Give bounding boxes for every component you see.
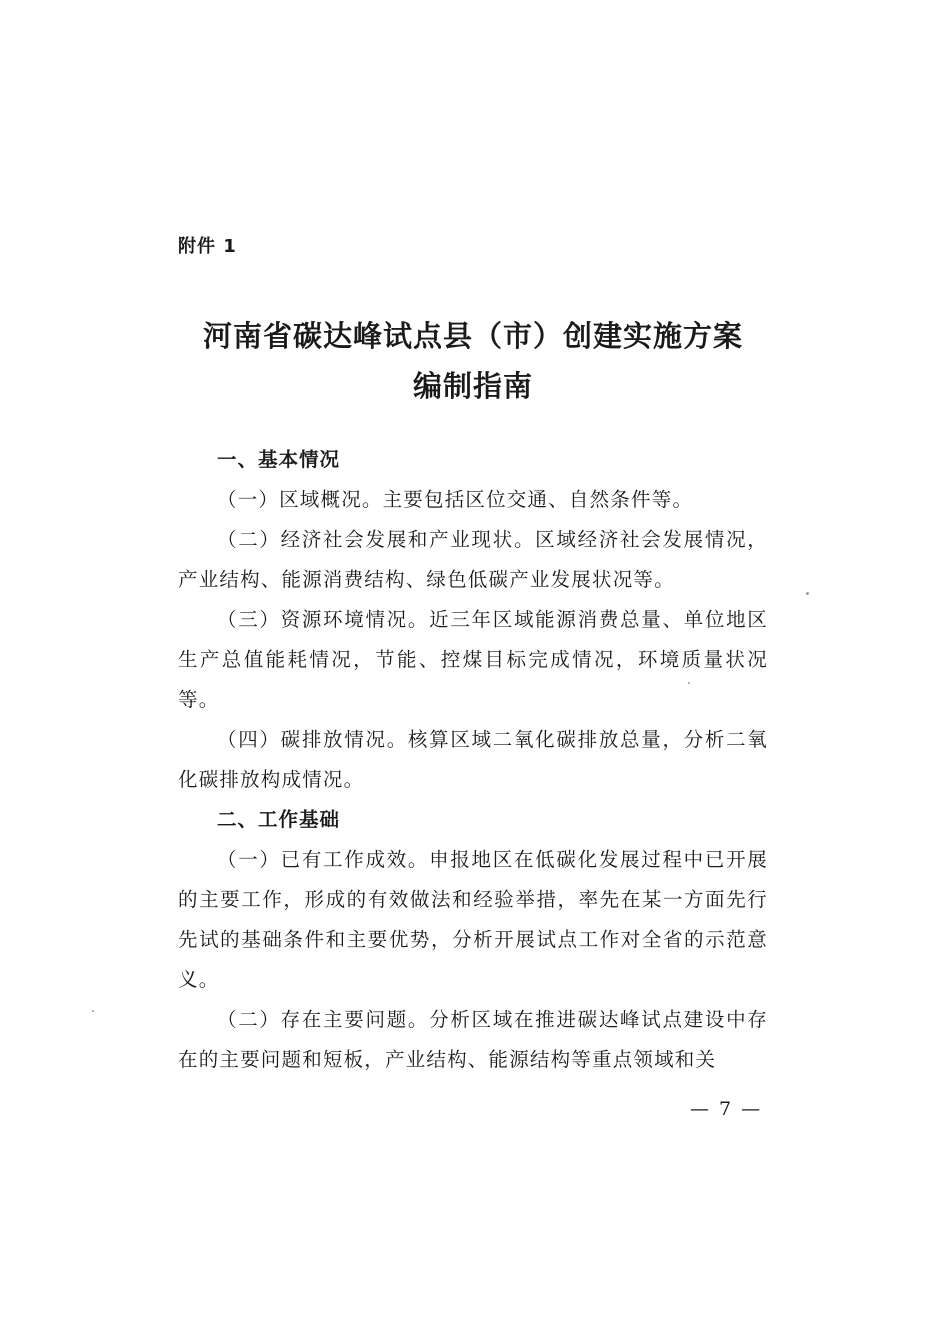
scan-speck (92, 1010, 94, 1012)
section-heading-work-foundation: 二、工作基础 (217, 808, 341, 831)
paragraph-main-problems: （二）存在主要问题。分析区域在推进碳达峰试点建设中存在的主要问题和短板，产业结构、能源结构等重点领域和关 (178, 1008, 768, 1071)
section-heading-basic-situation: 一、基本情况 (217, 448, 341, 471)
page-number: — 7 — (690, 1098, 763, 1120)
paragraph-resources-environment: （三）资源环境情况。近三年区域能源消费总量、单位地区生产总值能耗情况，节能、控煤目标完成情况，环境质量状况等。 (178, 608, 768, 711)
scan-speck (688, 682, 690, 684)
document-title-line-2: 编制指南 (412, 369, 533, 403)
attachment-label: 附件 1 (178, 236, 237, 257)
scan-speck (806, 592, 809, 595)
document-body (178, 440, 768, 1080)
document-title-line-1: 河南省碳达峰试点县（市）创建实施方案 (202, 319, 743, 353)
paragraph-carbon-emissions: （四）碳排放情况。核算区域二氧化碳排放总量，分析二氧化碳排放构成情况。 (178, 728, 768, 791)
paragraph-existing-achievements: （一）已有工作成效。申报地区在低碳化发展过程中已开展的主要工作，形成的有效做法和经验举措，率先在某一方面先行先试的基础条件和主要优势，分析开展试点工作对全省的示范意义。 (178, 848, 768, 991)
paragraph-regional-overview: （一）区域概况。主要包括区位交通、自然条件等。 (217, 488, 694, 511)
paragraph-economy-industry: （二）经济社会发展和产业现状。区域经济社会发展情况，产业结构、能源消费结构、绿色低碳产业发展状况等。 (178, 528, 768, 591)
